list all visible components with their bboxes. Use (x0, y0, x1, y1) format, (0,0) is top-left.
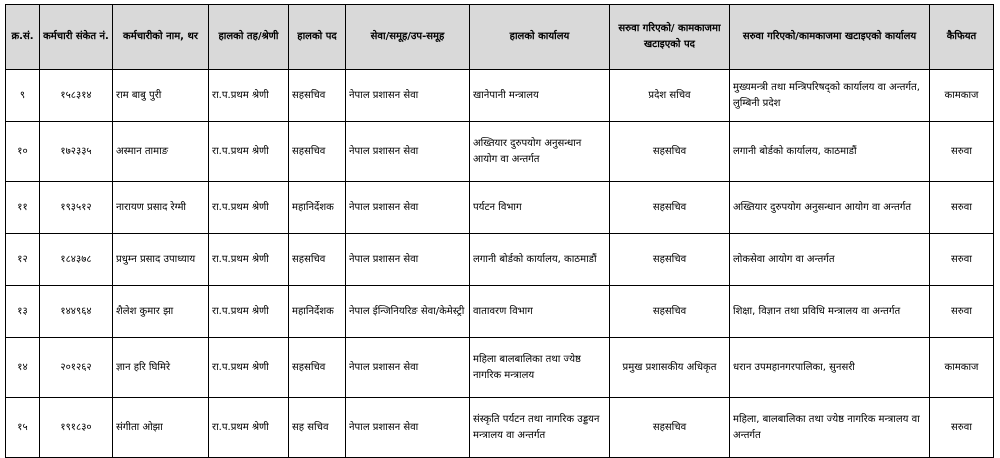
employee-name-cell: प्रधुम्न प्रसाद उपाध्याय (113, 234, 209, 286)
new-office-cell: मुख्यमन्त्री तथा मन्त्रिपरिषद्को कार्यालय वा अन्तर्गत, लुम्बिनी प्रदेश (730, 70, 930, 122)
header-service-group: सेवा/समूह/उप-समूह (346, 5, 470, 70)
employee-name-cell: नारायण प्रसाद रेग्मी (113, 182, 209, 234)
new-post-cell: सहसचिव (610, 398, 730, 458)
employee-name-cell: अस्मान तामाङ (113, 122, 209, 182)
new-post-cell: सहसचिव (610, 122, 730, 182)
level-cell: रा.प.प्रथम श्रेणी (209, 234, 289, 286)
header-current-level: हालको तह/श्रेणी (209, 5, 289, 70)
new-office-cell: धरान उपमहानगरपालिका, सुनसरी (730, 338, 930, 398)
level-cell: रा.प.प्रथम श्रेणी (209, 122, 289, 182)
employee-code-cell: १५८३१४ (40, 70, 113, 122)
current-office-cell: वातावरण विभाग (470, 286, 610, 338)
header-row (6, 5, 994, 70)
employee-code-cell: १७२३३५ (40, 122, 113, 182)
new-post-cell: प्रमुख प्रशासकीय अधिकृत (610, 338, 730, 398)
table-row (6, 338, 994, 398)
serial-cell: १२ (6, 234, 40, 286)
service-cell: नेपाल प्रशासन सेवा (346, 70, 470, 122)
remarks-cell: कामकाज (930, 338, 994, 398)
service-cell: नेपाल प्रशासन सेवा (346, 398, 470, 458)
header-new-post: सरुवा गरिएको/ कामकाजमा खटाइएको पद (610, 5, 730, 70)
header-serial: क्र.सं. (6, 5, 40, 70)
level-cell: रा.प.प्रथम श्रेणी (209, 398, 289, 458)
header-current-post: हालको पद (289, 5, 346, 70)
current-office-cell: संस्कृति पर्यटन तथा नागरिक उड्डयन मन्त्रालय वा अन्तर्गत (470, 398, 610, 458)
new-office-cell: शिक्षा, विज्ञान तथा प्रविधि मन्त्रालय वा अन्तर्गत (730, 286, 930, 338)
table-row (6, 70, 994, 122)
remarks-cell: सरुवा (930, 234, 994, 286)
current-office-cell: अख्तियार दुरुपयोग अनुसन्धान आयोग वा अन्तर्गत (470, 122, 610, 182)
new-office-cell: महिला, बालबालिका तथा ज्येष्ठ नागरिक मन्त्रालय वा अन्तर्गत (730, 398, 930, 458)
table-row (6, 234, 994, 286)
employee-name-cell: शैलेश कुमार झा (113, 286, 209, 338)
transfer-table (5, 4, 994, 458)
serial-cell: १३ (6, 286, 40, 338)
employee-code-cell: १८४३७८ (40, 234, 113, 286)
header-remarks: कैफियत (930, 5, 994, 70)
employee-code-cell: १९३५१२ (40, 182, 113, 234)
new-post-cell: प्रदेश सचिव (610, 70, 730, 122)
level-cell: रा.प.प्रथम श्रेणी (209, 286, 289, 338)
service-cell: नेपाल प्रशासन सेवा (346, 122, 470, 182)
remarks-cell: सरुवा (930, 182, 994, 234)
post-cell: महानिर्देशक (289, 182, 346, 234)
serial-cell: १५ (6, 398, 40, 458)
service-cell: नेपाल प्रशासन सेवा (346, 234, 470, 286)
post-cell: महानिर्देशक (289, 286, 346, 338)
header-employee-name: कर्मचारीको नाम, थर (113, 5, 209, 70)
level-cell: रा.प.प्रथम श्रेणी (209, 182, 289, 234)
new-office-cell: अख्तियार दुरुपयोग अनुसन्धान आयोग वा अन्तर्गत (730, 182, 930, 234)
remarks-cell: सरुवा (930, 286, 994, 338)
post-cell: सह सचिव (289, 398, 346, 458)
current-office-cell: लगानी बोर्डको कार्यालय, काठमाडौं (470, 234, 610, 286)
current-office-cell: पर्यटन विभाग (470, 182, 610, 234)
post-cell: सहसचिव (289, 122, 346, 182)
remarks-cell: कामकाज (930, 70, 994, 122)
header-current-office: हालको कार्यालय (470, 5, 610, 70)
remarks-cell: सरुवा (930, 398, 994, 458)
new-post-cell: सहसचिव (610, 286, 730, 338)
new-post-cell: सहसचिव (610, 182, 730, 234)
table-row (6, 182, 994, 234)
employee-code-cell: १४४९६४ (40, 286, 113, 338)
post-cell: सहसचिव (289, 234, 346, 286)
table-row (6, 286, 994, 338)
service-cell: नेपाल ईन्जिनियरिङ सेवा/केमेस्ट्री (346, 286, 470, 338)
level-cell: रा.प.प्रथम श्रेणी (209, 338, 289, 398)
remarks-cell: सरुवा (930, 122, 994, 182)
serial-cell: १४ (6, 338, 40, 398)
level-cell: रा.प.प्रथम श्रेणी (209, 70, 289, 122)
new-office-cell: लगानी बोर्डको कार्यालय, काठमाडौं (730, 122, 930, 182)
serial-cell: ९ (6, 70, 40, 122)
header-new-office: सरुवा गरिएको/कामकाजमा खटाइएको कार्यालय (730, 5, 930, 70)
new-post-cell: सहसचिव (610, 234, 730, 286)
post-cell: सहसचिव (289, 338, 346, 398)
employee-code-cell: १९१८३० (40, 398, 113, 458)
table-row (6, 122, 994, 182)
employee-name-cell: संगीता ओझा (113, 398, 209, 458)
current-office-cell: महिला बालबालिका तथा ज्येष्ठ नागरिक मन्त्रालय (470, 338, 610, 398)
service-cell: नेपाल प्रशासन सेवा (346, 182, 470, 234)
post-cell: सहसचिव (289, 70, 346, 122)
table-row (6, 398, 994, 458)
current-office-cell: खानेपानी मन्त्रालय (470, 70, 610, 122)
employee-name-cell: ज्ञान हरि घिमिरे (113, 338, 209, 398)
service-cell: नेपाल प्रशासन सेवा (346, 338, 470, 398)
serial-cell: १० (6, 122, 40, 182)
new-office-cell: लोकसेवा आयोग वा अन्तर्गत (730, 234, 930, 286)
employee-name-cell: राम बाबु पुरी (113, 70, 209, 122)
employee-code-cell: २०१२६२ (40, 338, 113, 398)
serial-cell: ११ (6, 182, 40, 234)
header-employee-code: कर्मचारी संकेत नं. (40, 5, 113, 70)
